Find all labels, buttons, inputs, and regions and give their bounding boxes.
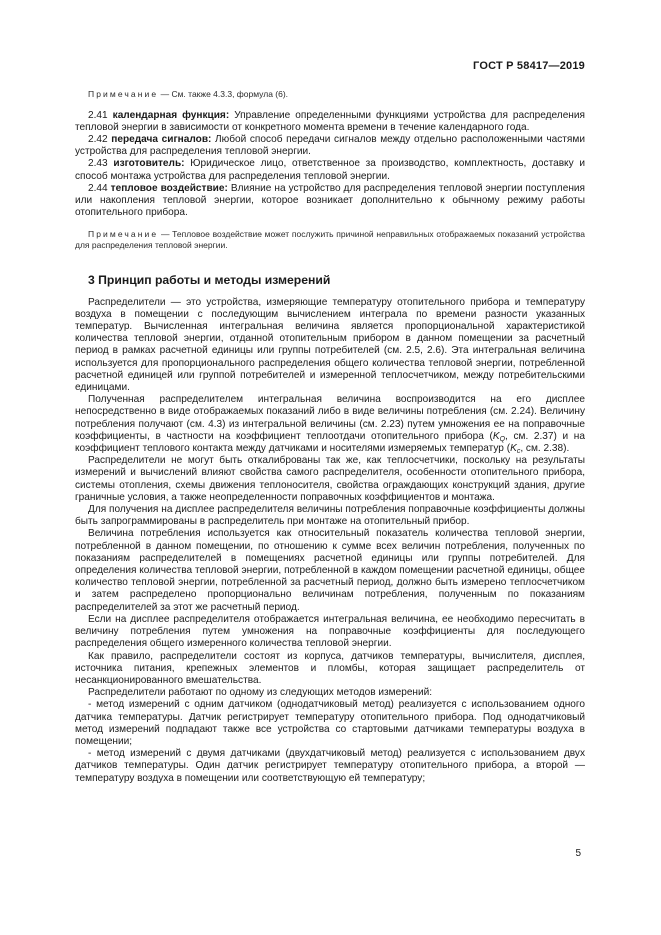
paragraph-2 [75,394,585,455]
paragraph-7: Как правило, распределители состоят из корпуса, датчиков температуры, вычислителя, дисплея, источника питания, крепежных элементов и пломбы, которая защищает распределитель от несанкционированного вмешательства. [75,650,585,686]
paragraph-8: Распределители работают по одному из следующих методов измерений: [88,687,433,699]
note-1 [75,89,585,100]
definition-number: 2.43 [88,158,108,170]
page-number: 5 [575,848,581,859]
document-body [75,89,585,785]
definition-term: календарная функция: [112,109,230,121]
standard-code-header: ГОСТ Р 58417—2019 [473,60,585,72]
symbol-kc [510,443,520,454]
definition-2-41 [75,110,585,134]
definition-term: передача сигналов: [111,134,212,145]
definition-2-43 [75,158,585,182]
definition-text: Любой способ передачи сигналов между отдельно расположенными частями устройства для распределения тепловой энергии. [75,134,585,158]
paragraph-2-part-b: , см. 2.37) и на коэффициент теплового контакта между датчиками и носителями измеряемых температур ( [75,430,585,455]
paragraph-2-part-c: , см. 2.38). [520,443,570,455]
paragraph-6: Если на дисплее распределителя отображается интегральная величина, ее необходимо пересчитать в величину потребления путем умножения на поправочные коэффициенты для последующего распределения общего измеренного количества тепловой энергии. [75,613,585,650]
note-label: Примечание [88,89,159,99]
definition-2-42 [75,134,585,158]
definition-text: Юридическое лицо, ответственное за производство, комплектность, доставку и способ монтажа устройства для распределения тепловой энергии. [75,158,585,182]
paragraph-2-part-a: Полученная распределителем интегральная величина воспроизводится на его дисплее непосредственно в виде отображаемых показаний либо в виде величины потребления (см. 2.24). Величину потребления получают (см. 4.3) из интегральной величины (см. 2.23) путем умножения ее на поправочные коэффициенты, в частности на коэффициент теплоотдачи отопительного прибора ( [75,394,585,442]
definition-term: тепловое воздействие: [110,182,228,194]
definition-2-44 [75,183,585,220]
paragraph-5: Величина потребления используется как относительный показатель количества тепловой энергии, потребленной в данном помещении, по отношению к сумме всех величин потребления, полученных по показаниям распределителей в помещениях расчетной единицы или группы потребителей. Для определения количества тепловой энергии, потребленной в каждом помещении расчетной единицы, общее количество тепловой энергии, потребленной за расчетный период, должно быть измерено теплосчетчиком и затем распределено пропорционально величинам потребления, полученным по показаниям распределителей за этот же расчетный период. [75,528,585,613]
section-title: 3 Принцип работы и методы измерений [88,272,331,287]
definition-number: 2.42 [88,134,108,145]
note-2 [75,229,585,250]
symbol-kq-base: K [492,430,500,442]
list-item-two-sensors: - метод измерений с двумя датчиками (двухдатчиковый метод) реализуется с использованием двух датчиков температуры. Один датчик регистрирует температуру отопительного прибора, а второй — температуру воздуха в помещении или соответствующую ей температуру; [75,748,585,784]
paragraph-3: Распределители не могут быть откалиброваны так же, как теплосчетчики, поскольку на результаты измерений и вычислений влияют свойства самого распределителя, особенности отопительного прибора, системы отопления, схемы движения теплоносителя, свойства ограждающих конструкций здания, другие граничные условия, а также неопределенности поправочных коэффициентов и монтажа. [75,455,585,503]
note-text: — См. также 4.3.3, формула (6). [160,89,289,99]
list-item-one-sensor: - метод измерений с одним датчиком (однодатчиковый метод) реализуется с использованием одного датчика температуры. Датчик регистрирует температуру отопительного прибора. Под однодатчиковый метод измерений подпадают также все устройства со стартовыми датчиками температуры воздуха в помещении; [75,699,585,747]
symbol-kq [493,431,505,442]
definition-number: 2.41 [88,109,108,121]
definition-text: Влияние на устройство для распределения тепловой энергии поступления или накопления тепловой энергии, которое возникает дополнительно к обычному режиму работы отопительного прибора. [75,182,585,219]
symbol-kq-sub: Q [499,435,506,443]
definition-text: Управление определенными функциями устройства для распределения тепловой энергии в зависимости от конкретного момента времени в течение календарного года. [75,109,585,133]
note-label: Примечание [88,229,159,240]
note-text: — Тепловое воздействие может послужить причиной неправильных отображаемых показаний устройства для распределения тепловой энергии. [75,229,585,251]
definition-term: изготовитель: [113,158,185,170]
symbol-kc-base: K [510,443,517,455]
paragraph-4: Для получения на дисплее распределителя величины потребления поправочные коэффициенты должны быть запрограммированы в распределитель при монтаже на отопительный прибор. [75,504,585,528]
symbol-kc-sub: c [516,448,521,456]
paragraph-1: Распределители — это устройства, измеряющие температуру отопительного прибора и температуру воздуха в помещении с последующим вычислением интеграла по времени разности указанных температур. Вычисленная интегральная величина является пропорциональной характеристикой количества тепловой энергии, отданной отопительным прибором в данном помещении за расчетный период в рамках расчетной единицы или группы потребителей (см. 2.5, 2.6). Эта интегральная величина используется для пропорционального распределения общего количества тепловой энергии, потребленной расчетной единицей или группой потребителей и измеренной теплосчетчиком, между потребительскими единицами. [75,296,585,394]
definition-number: 2.44 [88,182,108,194]
